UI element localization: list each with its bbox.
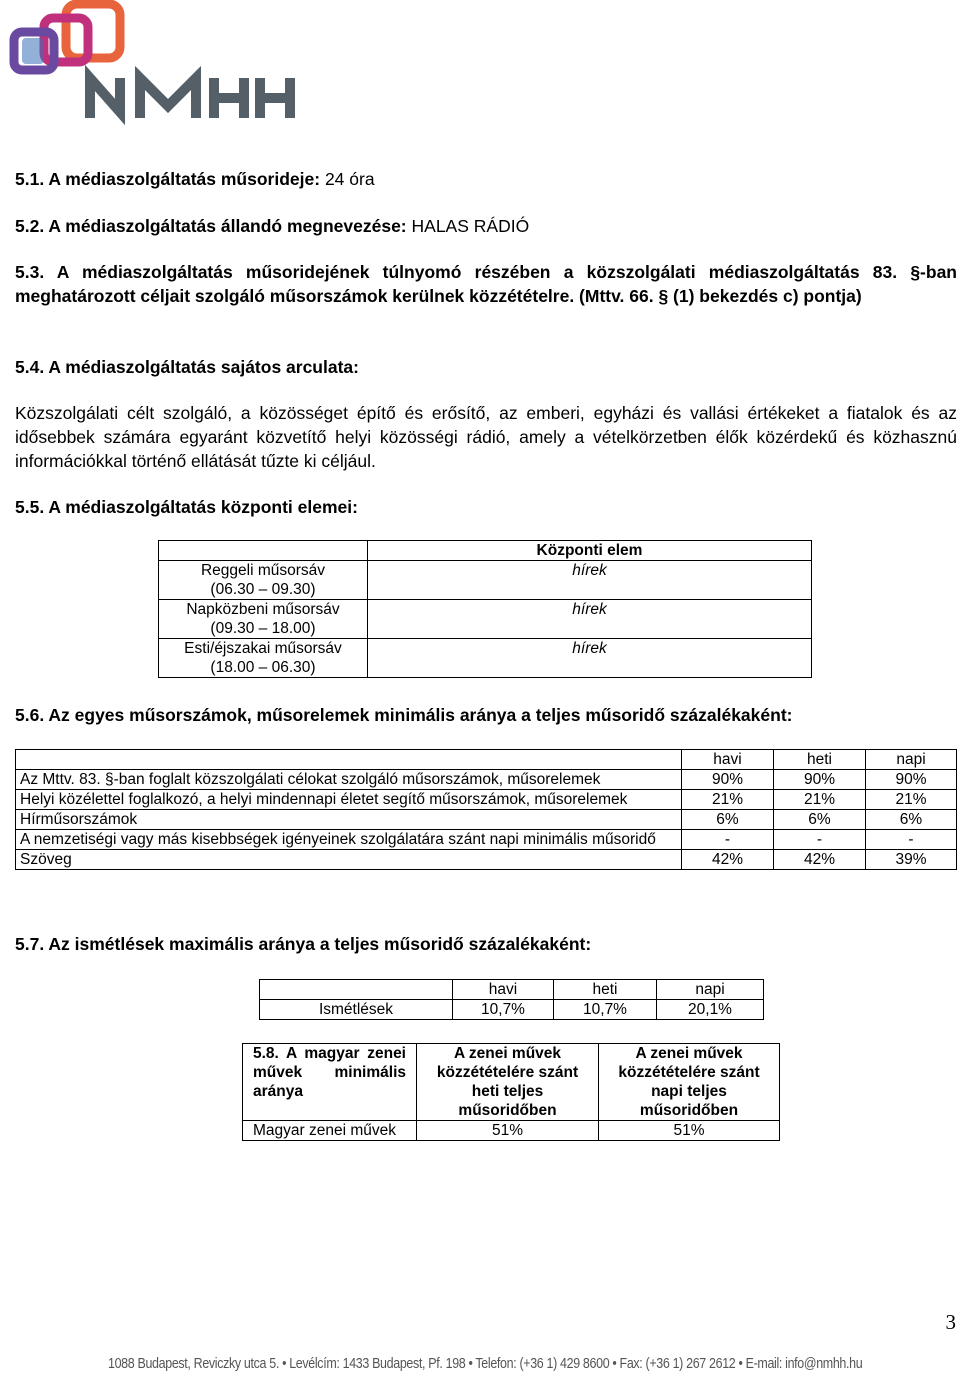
header-daily-airtime: A zenei művek közzétételére szánt napi teljes műsoridőben	[599, 1044, 780, 1121]
header-weekly-airtime: A zenei művek közzétételére szánt heti teljes műsoridőben	[417, 1044, 599, 1121]
section-5-5-heading: 5.5. A médiaszolgáltatás központi elemei:	[15, 497, 358, 517]
row-label: Szöveg	[16, 850, 682, 870]
cell-daily: 6%	[866, 810, 957, 830]
table-row	[16, 830, 957, 850]
slot-time: (09.30 – 18.00)	[210, 620, 316, 637]
logo-wordmark	[90, 78, 290, 118]
table-cell-empty	[260, 980, 453, 1000]
table-row	[159, 639, 812, 678]
table-row	[16, 850, 957, 870]
hungarian-music-table	[242, 1043, 780, 1141]
cell-monthly: 6%	[682, 810, 774, 830]
header-weekly: heti	[554, 980, 657, 1000]
slot-time: (06.30 – 09.30)	[210, 581, 316, 598]
cell-weekly: 21%	[774, 790, 866, 810]
slot-value: hírek	[368, 639, 812, 678]
row-label: Magyar zenei művek	[243, 1121, 417, 1141]
cell-daily: -	[866, 830, 957, 850]
footer-contact: 1088 Budapest, Reviczky utca 5. • Levélcím: 1433 Budapest, Pf. 198 • Telefon: (+36 1) 429 8600 • Fax: (+36 1) 267 2612 • E-mail: info@nmhh.hu	[108, 1356, 863, 1372]
slot-time: (18.00 – 06.30)	[210, 659, 316, 676]
table-row	[159, 541, 812, 561]
header-monthly: havi	[682, 750, 774, 770]
table-row	[16, 790, 957, 810]
section-5-2-label: 5.2. A médiaszolgáltatás állandó megnevezése:	[15, 216, 407, 236]
table-row	[16, 770, 957, 790]
cell-monthly: -	[682, 830, 774, 850]
slot-name: Napközbeni műsorsáv	[186, 601, 340, 618]
cell-weekly: 51%	[417, 1121, 599, 1141]
cell-weekly: 90%	[774, 770, 866, 790]
table-row	[159, 561, 812, 600]
section-5-3: 5.3. A médiaszolgáltatás műsoridejének túlnyomó részében a közszolgálati médiaszolgáltatás 83. §-ban meghatározott céljait szolgáló műsorszámok kerülnek közzétételre. (Mttv. 66. § (1) bekezdés c) pontja)	[15, 262, 957, 306]
cell-daily: 20,1%	[657, 1000, 764, 1020]
slot-name: Esti/éjszakai műsorsáv	[184, 640, 342, 657]
row-label: Hírműsorszámok	[16, 810, 682, 830]
row-label: Helyi közélettel foglalkozó, a helyi mindennapi életet segítő műsorszámok, műsorelemek	[16, 790, 682, 810]
header-weekly: heti	[774, 750, 866, 770]
table-row	[16, 750, 957, 770]
slot-cell	[159, 639, 368, 678]
header-daily: napi	[657, 980, 764, 1000]
section-5-1-value: 24 óra	[324, 169, 375, 189]
section-5-2-value: HALAS RÁDIÓ	[411, 216, 530, 236]
cell-daily: 51%	[599, 1121, 780, 1141]
slot-name: Reggeli műsorsáv	[200, 562, 326, 579]
page-number: 3	[945, 1310, 956, 1334]
cell-daily: 39%	[866, 850, 957, 870]
logo-mark	[14, 4, 120, 70]
nmhh-logo	[8, 0, 298, 125]
slot-cell	[159, 600, 368, 639]
central-elements-table	[158, 540, 812, 678]
header-monthly: havi	[453, 980, 554, 1000]
table-row	[243, 1121, 780, 1141]
table-row	[159, 600, 812, 639]
table-row	[243, 1044, 780, 1121]
slot-value: hírek	[368, 600, 812, 639]
section-5-4-heading: 5.4. A médiaszolgáltatás sajátos arculata:	[15, 357, 359, 377]
cell-monthly: 42%	[682, 850, 774, 870]
row-label: Ismétlések	[260, 1000, 453, 1020]
section-5-7-heading: 5.7. Az ismétlések maximális aránya a teljes műsoridő százalékaként:	[15, 934, 592, 954]
cell-weekly: 10,7%	[554, 1000, 657, 1020]
slot-cell	[159, 561, 368, 600]
slot-value: hírek	[368, 561, 812, 600]
section-5-4-body: Közszolgálati célt szolgáló, a közösséget építő és erősítő, az emberi, egyházi és vallási értékeket a fiatalok és az idősebbek számára egyaránt közvetítő helyi közösségi rádió, amely a vételkörzetben élők közérdekű és közhasznú információkkal történő ellátását tűzte ki céljául.	[15, 403, 957, 471]
section-5-6-heading: 5.6. Az egyes műsorszámok, műsorelemek minimális aránya a teljes műsoridő százalékaként:	[15, 705, 793, 725]
cell-weekly: -	[774, 830, 866, 850]
cell-monthly: 10,7%	[453, 1000, 554, 1020]
header-daily: napi	[866, 750, 957, 770]
row-label: Az Mttv. 83. §-ban foglalt közszolgálati célokat szolgáló műsorszámok, műsorelemek	[16, 770, 682, 790]
repeat-ratio-table	[259, 979, 764, 1020]
section-5-1-label: 5.1. A médiaszolgáltatás műsorideje:	[15, 169, 321, 189]
section-5-1	[15, 167, 957, 191]
section-5-2	[15, 214, 957, 238]
table-cell-empty	[16, 750, 682, 770]
cell-monthly: 21%	[682, 790, 774, 810]
table-row	[260, 1000, 764, 1020]
cell-daily: 21%	[866, 790, 957, 810]
table-row	[16, 810, 957, 830]
table-cell-empty	[159, 541, 368, 561]
section-5-8-label: 5.8. A magyar zenei művek minimális aránya	[243, 1044, 417, 1121]
row-label: A nemzetiségi vagy más kisebbségek igényeinek szolgálatára szánt napi minimális műsoridő	[16, 830, 682, 850]
cell-monthly: 90%	[682, 770, 774, 790]
program-ratio-table	[15, 749, 957, 870]
table-header-central-element: Központi elem	[368, 541, 812, 561]
cell-weekly: 42%	[774, 850, 866, 870]
cell-weekly: 6%	[774, 810, 866, 830]
cell-daily: 90%	[866, 770, 957, 790]
table-row	[260, 980, 764, 1000]
